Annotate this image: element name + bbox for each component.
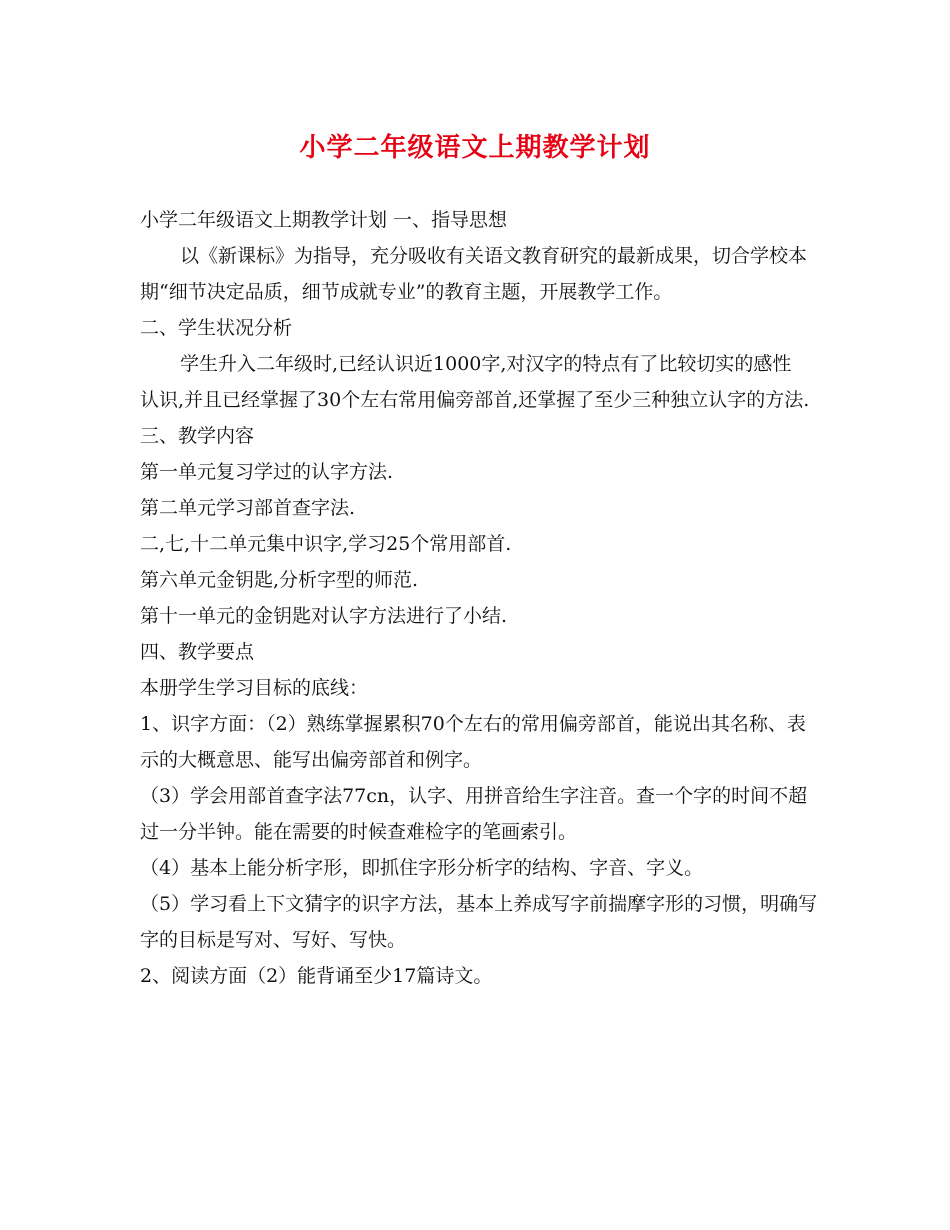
paragraph: 二,七,十二单元集中识字,学习25个常用部首. xyxy=(140,533,512,555)
section-heading: 三、教学内容 xyxy=(140,425,255,447)
section-heading: 二、学生状况分析 xyxy=(140,317,293,339)
paragraph: 第六单元金钥匙,分析字型的师范. xyxy=(140,569,419,591)
paragraph: 认识,并且已经掌握了30个左右常用偏旁部首,还掌握了至少三种独立认字的方法. xyxy=(140,389,810,411)
paragraph: 2、阅读方面（2）能背诵至少17篇诗文。 xyxy=(140,965,493,987)
document-body xyxy=(140,202,820,994)
paragraph: 本册学生学习目标的底线： xyxy=(140,677,369,699)
paragraph: 以《新课标》为指导，充分吸收有关语文教育研究的最新成果，切合学校本期“细节决定品质，细节成就专业”的教育主题，开展教学工作。 xyxy=(140,245,808,303)
paragraph: （4）基本上能分析字形，即抓住字形分析字的结构、字音、字义。 xyxy=(140,857,704,879)
paragraph: 小学二年级语文上期教学计划 一、指导思想 xyxy=(140,209,508,231)
paragraph: 学生升入二年级时,已经认识近1000字,对汉字的特点有了比较切实的感性 xyxy=(180,353,792,375)
paragraph: （5）学习看上下文猜字的识字方法，基本上养成写字前揣摩字形的习惯，明确写字的目标是写对、写好、写快。 xyxy=(140,893,818,951)
paragraph: 第十一单元的金钥匙对认字方法进行了小结. xyxy=(140,605,508,627)
section-heading: 四、教学要点 xyxy=(140,641,255,663)
paragraph: （3）学会用部首查字法77cn，认字、用拼音给生字注音。查一个字的时间不超过一分半钟。能在需要的时候查难检字的笔画索引。 xyxy=(140,785,808,843)
paragraph: 1、识字方面：（2）熟练掌握累积70个左右的常用偏旁部首，能说出其名称、表示的大概意思、能写出偏旁部首和例字。 xyxy=(140,713,806,771)
paragraph: 第二单元学习部首查字法. xyxy=(140,497,356,519)
document-title: 小学二年级语文上期教学计划 xyxy=(299,133,651,163)
paragraph: 第一单元复习学过的认字方法. xyxy=(140,461,394,483)
